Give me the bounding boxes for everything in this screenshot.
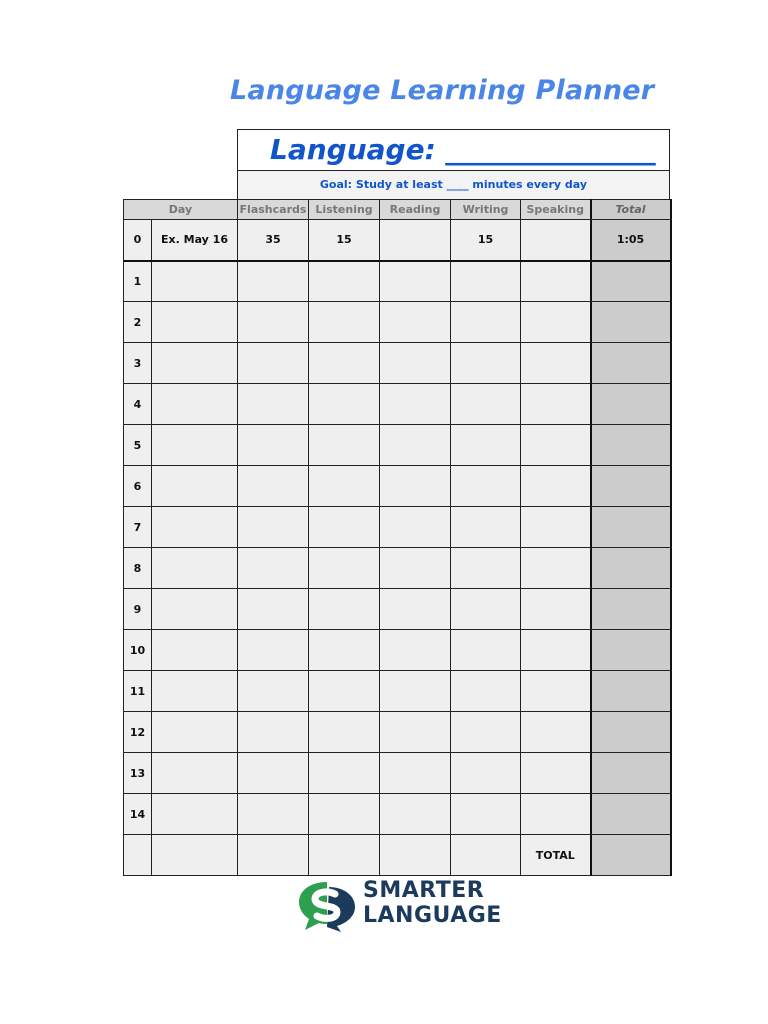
logo-line1: SMARTER	[363, 878, 485, 903]
listening-cell[interactable]	[309, 589, 380, 630]
row-number: 13	[124, 753, 152, 794]
page-title: Language Learning Planner	[230, 75, 655, 106]
flashcards-cell[interactable]	[238, 671, 309, 712]
speaking-cell[interactable]	[521, 753, 591, 794]
flashcards-cell[interactable]	[238, 466, 309, 507]
day-row	[124, 507, 671, 548]
writing-cell[interactable]	[451, 671, 521, 712]
day-row	[124, 753, 671, 794]
day-row	[124, 384, 671, 425]
row-number: 11	[124, 671, 152, 712]
row-number: 5	[124, 425, 152, 466]
flashcards-cell[interactable]	[238, 794, 309, 835]
total-row-cell	[309, 835, 380, 876]
flashcards-cell[interactable]	[238, 507, 309, 548]
reading-cell[interactable]	[380, 548, 451, 589]
example-writing[interactable]: 15	[451, 220, 521, 261]
total-row-cell	[124, 835, 152, 876]
header-writing: Writing	[451, 200, 521, 220]
row-number: 12	[124, 712, 152, 753]
day-cell[interactable]	[152, 384, 238, 425]
speaking-cell[interactable]	[521, 794, 591, 835]
reading-cell[interactable]	[380, 343, 451, 384]
reading-cell[interactable]	[380, 671, 451, 712]
flashcards-cell[interactable]	[238, 589, 309, 630]
total-row-cell	[380, 835, 451, 876]
listening-cell[interactable]	[309, 302, 380, 343]
flashcards-cell[interactable]	[238, 712, 309, 753]
reading-cell[interactable]	[380, 466, 451, 507]
row-number: 1	[124, 261, 152, 302]
smarter-language-logo	[297, 878, 502, 933]
row-number: 6	[124, 466, 152, 507]
speaking-cell[interactable]	[521, 712, 591, 753]
day-row	[124, 671, 671, 712]
speaking-cell[interactable]	[521, 343, 591, 384]
total-cell	[591, 589, 671, 630]
language-label: Language: _______________	[270, 133, 656, 166]
listening-cell[interactable]	[309, 753, 380, 794]
example-day[interactable]: Ex. May 16	[152, 220, 238, 261]
row-number: 10	[124, 630, 152, 671]
total-cell	[591, 753, 671, 794]
reading-cell[interactable]	[380, 753, 451, 794]
flashcards-cell[interactable]	[238, 425, 309, 466]
listening-cell[interactable]	[309, 712, 380, 753]
speaking-cell[interactable]	[521, 425, 591, 466]
total-cell	[591, 302, 671, 343]
listening-cell[interactable]	[309, 466, 380, 507]
day-row	[124, 466, 671, 507]
day-row	[124, 589, 671, 630]
speaking-cell[interactable]	[521, 302, 591, 343]
total-label: TOTAL	[521, 835, 591, 876]
flashcards-cell[interactable]	[238, 302, 309, 343]
flashcards-cell[interactable]	[238, 261, 309, 302]
goal-field[interactable]	[237, 170, 670, 200]
row-number: 7	[124, 507, 152, 548]
total-cell	[591, 343, 671, 384]
writing-cell[interactable]	[451, 712, 521, 753]
day-cell[interactable]	[152, 343, 238, 384]
listening-cell[interactable]	[309, 343, 380, 384]
day-row	[124, 548, 671, 589]
reading-cell[interactable]	[380, 261, 451, 302]
total-row	[124, 835, 671, 876]
total-row-cell	[152, 835, 238, 876]
row-number: 9	[124, 589, 152, 630]
reading-cell[interactable]	[380, 384, 451, 425]
flashcards-cell[interactable]	[238, 384, 309, 425]
row-number: 0	[124, 220, 152, 261]
listening-cell[interactable]	[309, 671, 380, 712]
listening-cell[interactable]	[309, 794, 380, 835]
row-number: 14	[124, 794, 152, 835]
flashcards-cell[interactable]	[238, 630, 309, 671]
day-row	[124, 794, 671, 835]
reading-cell[interactable]	[380, 589, 451, 630]
total-cell	[591, 712, 671, 753]
header-row	[124, 200, 671, 220]
total-cell	[591, 630, 671, 671]
flashcards-cell[interactable]	[238, 548, 309, 589]
speaking-cell[interactable]	[521, 507, 591, 548]
day-row	[124, 712, 671, 753]
listening-cell[interactable]	[309, 507, 380, 548]
listening-cell[interactable]	[309, 261, 380, 302]
listening-cell[interactable]	[309, 384, 380, 425]
example-reading[interactable]	[380, 220, 451, 261]
speaking-cell[interactable]	[521, 671, 591, 712]
header-speaking: Speaking	[521, 200, 591, 220]
row-number: 8	[124, 548, 152, 589]
speaking-cell[interactable]	[521, 630, 591, 671]
day-cell[interactable]	[152, 507, 238, 548]
day-cell[interactable]	[152, 630, 238, 671]
reading-cell[interactable]	[380, 712, 451, 753]
header-flashcards: Flashcards	[238, 200, 309, 220]
day-cell[interactable]	[152, 753, 238, 794]
example-flashcards[interactable]: 35	[238, 220, 309, 261]
total-cell	[591, 425, 671, 466]
writing-cell[interactable]	[451, 343, 521, 384]
flashcards-cell[interactable]	[238, 343, 309, 384]
header-listening: Listening	[309, 200, 380, 220]
day-cell[interactable]	[152, 712, 238, 753]
total-row-cell	[451, 835, 521, 876]
language-field[interactable]	[237, 129, 670, 171]
example-speaking[interactable]	[521, 220, 591, 261]
writing-cell[interactable]	[451, 630, 521, 671]
speaking-cell[interactable]	[521, 384, 591, 425]
flashcards-cell[interactable]	[238, 753, 309, 794]
day-cell[interactable]	[152, 261, 238, 302]
listening-cell[interactable]	[309, 548, 380, 589]
logo-text	[363, 878, 502, 928]
writing-cell[interactable]	[451, 384, 521, 425]
writing-cell[interactable]	[451, 302, 521, 343]
total-cell	[591, 671, 671, 712]
planner-table	[123, 199, 672, 876]
day-cell[interactable]	[152, 589, 238, 630]
speaking-cell[interactable]	[521, 589, 591, 630]
example-total: 1:05	[591, 220, 671, 261]
header-reading: Reading	[380, 200, 451, 220]
goal-text: Goal: Study at least ____ minutes every day	[319, 178, 588, 191]
example-listening[interactable]: 15	[309, 220, 380, 261]
logo-line2: LANGUAGE	[363, 903, 502, 928]
day-row	[124, 630, 671, 671]
day-cell[interactable]	[152, 671, 238, 712]
total-row-cell	[238, 835, 309, 876]
listening-cell[interactable]	[309, 425, 380, 466]
total-cell	[591, 548, 671, 589]
day-row	[124, 425, 671, 466]
row-number: 2	[124, 302, 152, 343]
reading-cell[interactable]	[380, 794, 451, 835]
total-cell	[591, 794, 671, 835]
row-number: 4	[124, 384, 152, 425]
speaking-cell[interactable]	[521, 466, 591, 507]
day-row	[124, 343, 671, 384]
grand-total-cell[interactable]	[591, 835, 671, 876]
reading-cell[interactable]	[380, 507, 451, 548]
day-cell[interactable]	[152, 794, 238, 835]
day-row	[124, 302, 671, 343]
speaking-cell[interactable]	[521, 548, 591, 589]
reading-cell[interactable]	[380, 425, 451, 466]
total-cell	[591, 507, 671, 548]
logo-icon	[297, 878, 357, 933]
writing-cell[interactable]	[451, 507, 521, 548]
reading-cell[interactable]	[380, 302, 451, 343]
total-cell	[591, 261, 671, 302]
listening-cell[interactable]	[309, 630, 380, 671]
writing-cell[interactable]	[451, 548, 521, 589]
day-cell[interactable]	[152, 302, 238, 343]
header-day: Day	[124, 200, 238, 220]
writing-cell[interactable]	[451, 753, 521, 794]
total-cell	[591, 384, 671, 425]
writing-cell[interactable]	[451, 425, 521, 466]
writing-cell[interactable]	[451, 589, 521, 630]
total-cell	[591, 466, 671, 507]
day-row	[124, 261, 671, 302]
example-row	[124, 220, 671, 261]
writing-cell[interactable]	[451, 794, 521, 835]
day-cell[interactable]	[152, 425, 238, 466]
reading-cell[interactable]	[380, 630, 451, 671]
header-total: Total	[591, 200, 671, 220]
speaking-cell[interactable]	[521, 261, 591, 302]
day-cell[interactable]	[152, 548, 238, 589]
writing-cell[interactable]	[451, 261, 521, 302]
day-cell[interactable]	[152, 466, 238, 507]
writing-cell[interactable]	[451, 466, 521, 507]
row-number: 3	[124, 343, 152, 384]
